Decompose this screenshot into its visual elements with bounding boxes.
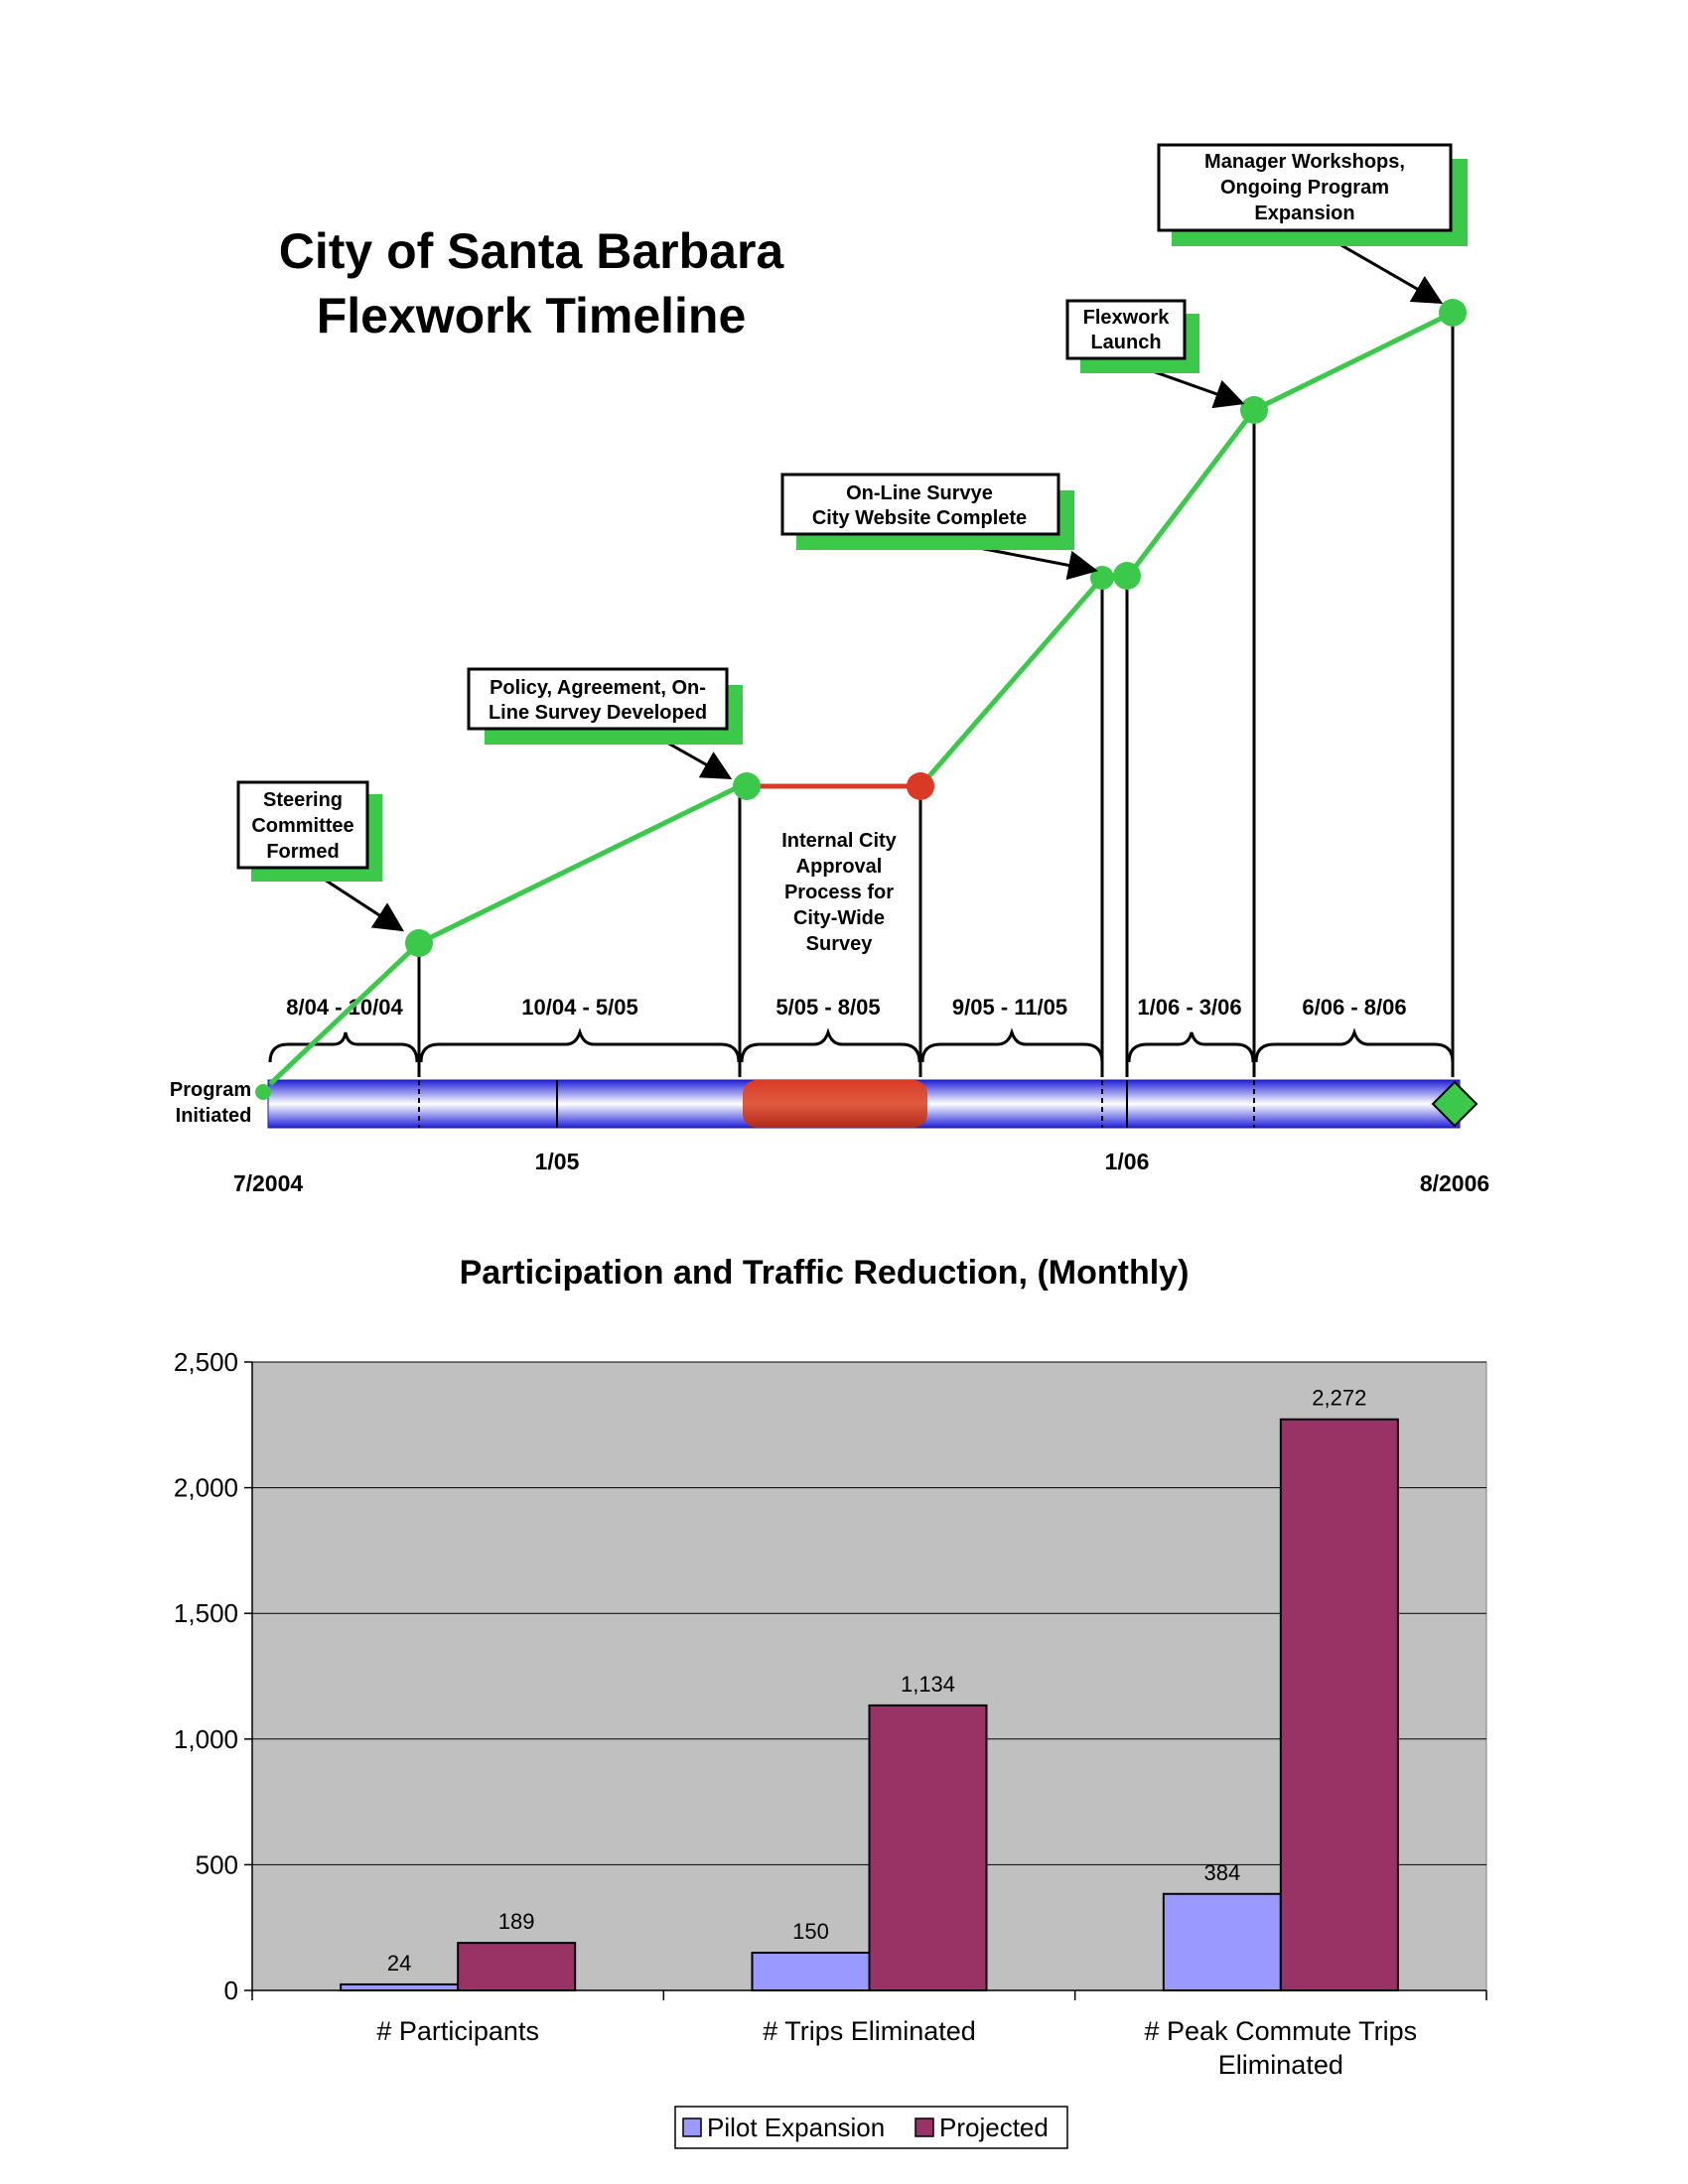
milestone-point-approval-end bbox=[907, 772, 934, 800]
y-tick-label: 2,500 bbox=[173, 1347, 238, 1377]
milestone-point-manager bbox=[1439, 299, 1467, 327]
date-label-start: 7/2004 bbox=[232, 1170, 304, 1196]
timeline-title-line2: Flexwork Timeline bbox=[316, 288, 747, 343]
legend-label-pilot: Pilot Expansion bbox=[707, 2113, 886, 2142]
x-category-label: # Peak Commute Trips bbox=[1144, 2016, 1418, 2046]
period-braces bbox=[270, 1032, 1453, 1062]
callout-online-line2: City Website Complete bbox=[811, 507, 1028, 529]
timeline-title-line1: City of Santa Barbara bbox=[278, 223, 784, 279]
bar-pilot bbox=[1164, 1894, 1281, 1990]
date-label-jan05: 1/05 bbox=[534, 1149, 580, 1174]
callout-policy-line1: Policy, Agreement, On- bbox=[490, 677, 706, 699]
y-tick-label: 2,000 bbox=[173, 1472, 238, 1503]
callout-steering-line2: Committee bbox=[251, 815, 354, 837]
period-label-6: 6/06 - 8/06 bbox=[1302, 995, 1407, 1020]
legend-swatch-pilot bbox=[683, 2118, 701, 2136]
program-initiated-line2: Initiated bbox=[175, 1105, 252, 1127]
callout-online-survey bbox=[782, 475, 1074, 550]
period-label-5: 1/06 - 3/06 bbox=[1137, 995, 1242, 1020]
callout-steering-line3: Formed bbox=[266, 841, 340, 863]
internal-note-line5: Survey bbox=[805, 933, 873, 955]
callout-launch-line1: Flexwork bbox=[1082, 307, 1170, 329]
legend-label-projected: Projected bbox=[939, 2113, 1049, 2142]
internal-note-line4: City-Wide bbox=[792, 907, 886, 929]
milestone-point-online-survey bbox=[1090, 566, 1114, 590]
x-axis bbox=[252, 1990, 1486, 2080]
bar-pilot bbox=[753, 1953, 870, 1990]
callout-policy-line2: Line Survey Developed bbox=[488, 702, 708, 724]
callout-manager-line1: Manager Workshops, bbox=[1204, 151, 1405, 173]
y-tick-label: 1,500 bbox=[173, 1598, 238, 1629]
period-label-3: 5/05 - 8/05 bbox=[775, 995, 881, 1020]
bar-data-label: 189 bbox=[497, 1909, 535, 1935]
period-label-2: 10/04 - 5/05 bbox=[521, 995, 638, 1020]
callout-policy bbox=[469, 669, 743, 745]
bar-data-label: 2,272 bbox=[1312, 1385, 1367, 1411]
y-tick-label: 500 bbox=[195, 1849, 238, 1880]
milestone-point-policy bbox=[733, 772, 761, 800]
bar-projected bbox=[870, 1706, 987, 1990]
milestone-point-steering bbox=[405, 929, 433, 957]
participation-bar-chart bbox=[0, 1221, 1688, 2184]
y-tick-label: 1,000 bbox=[173, 1723, 238, 1754]
x-category-label: # Participants bbox=[376, 2016, 539, 2046]
internal-note-line3: Process for bbox=[783, 882, 895, 903]
bar-data-label: 150 bbox=[792, 1919, 829, 1945]
program-initiated-line1: Program bbox=[169, 1079, 252, 1101]
bar-data-label: 384 bbox=[1203, 1859, 1241, 1885]
milestone-point-website bbox=[1113, 562, 1141, 590]
callout-launch bbox=[1067, 301, 1199, 373]
milestone-point-program-initiated bbox=[255, 1084, 271, 1100]
internal-note-line2: Approval bbox=[795, 856, 883, 878]
timeline-bar-approval-segment bbox=[743, 1080, 927, 1128]
callout-manager-line3: Expansion bbox=[1254, 203, 1355, 224]
bar-data-label: 1,134 bbox=[900, 1671, 956, 1697]
chart-title: Participation and Traffic Reduction, (Monthly) bbox=[459, 1254, 1190, 1292]
callout-manager-line2: Ongoing Program bbox=[1220, 177, 1389, 199]
bar-projected bbox=[1281, 1420, 1398, 1990]
x-category-label: # Trips Eliminated bbox=[763, 2016, 976, 2046]
period-label-1: 8/04 - 10/04 bbox=[286, 995, 403, 1020]
callout-online-line1: On-Line Survye bbox=[846, 482, 993, 504]
callout-launch-line2: Launch bbox=[1090, 332, 1162, 353]
x-category-label: Eliminated bbox=[1217, 2050, 1343, 2080]
milestone-point-launch bbox=[1240, 396, 1268, 424]
date-label-jan06: 1/06 bbox=[1104, 1149, 1150, 1174]
y-tick-label: 0 bbox=[223, 1976, 238, 2005]
callout-manager bbox=[1159, 145, 1468, 246]
internal-note-line1: Internal City bbox=[781, 830, 897, 852]
bar-pilot bbox=[341, 1984, 458, 1990]
chart-legend bbox=[675, 2107, 1067, 2148]
legend-swatch-projected bbox=[915, 2118, 933, 2136]
callout-steering-line1: Steering bbox=[262, 789, 344, 811]
period-label-4: 9/05 - 11/05 bbox=[951, 995, 1068, 1020]
bar-projected bbox=[458, 1943, 575, 1990]
y-axis bbox=[174, 1347, 252, 2005]
date-label-end: 8/2006 bbox=[1419, 1170, 1490, 1196]
callout-steering bbox=[238, 782, 382, 882]
bar-data-label: 24 bbox=[386, 1950, 412, 1976]
